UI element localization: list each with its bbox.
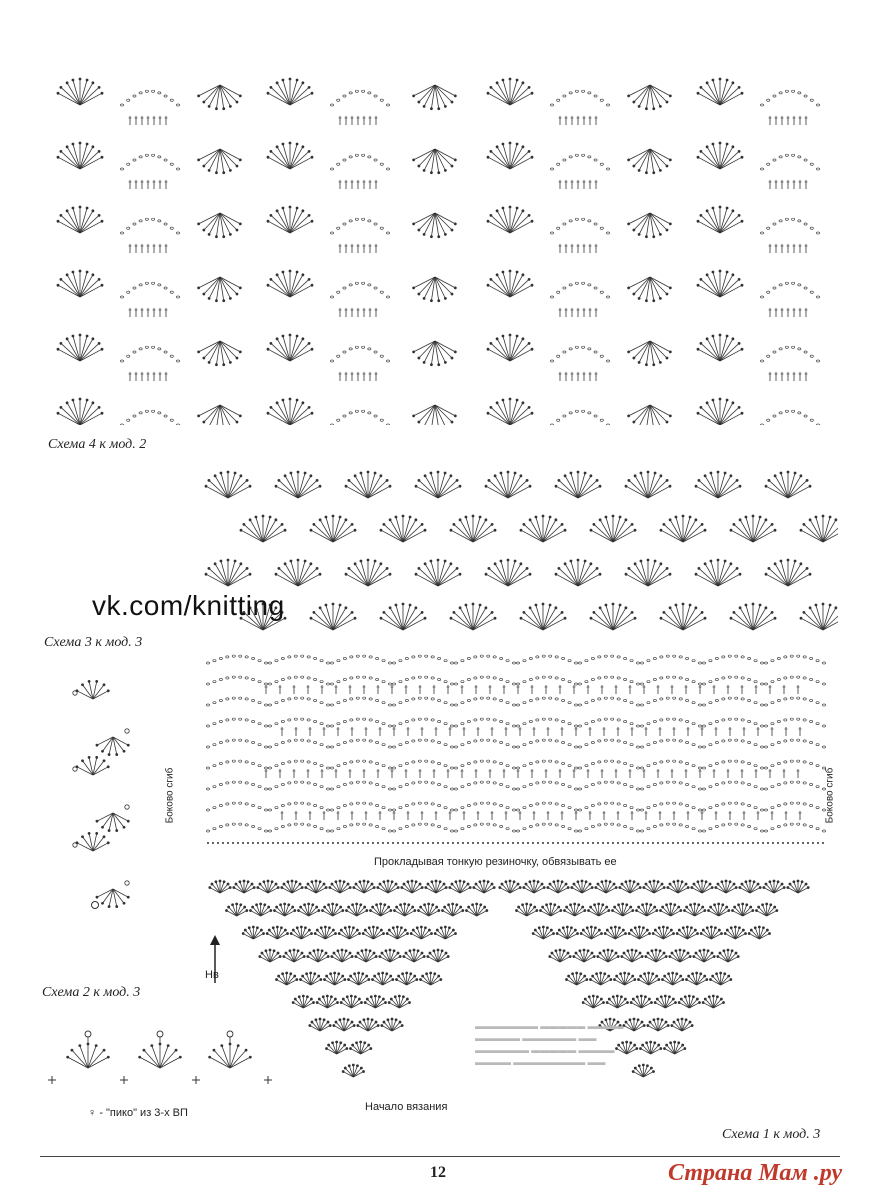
bleed-through-text: ▬▬▬▬▬▬▬ ▬▬▬▬▬ ▬▬▬▬ ▬▬▬▬▬ ▬▬▬▬▬▬ ▬▬ ▬▬▬▬▬▬ ▬▬▬▬▬ ▬▬▬▬ ▬▬▬▬ ▬▬▬▬▬▬▬▬ ▬▬ (475, 1021, 624, 1067)
site-brand: Страна Мам .ру (668, 1160, 843, 1186)
scheme2-caption: Схема 2 к мод. 3 (42, 985, 141, 1000)
side-fold-right-label: Боково сгиб (824, 767, 836, 824)
direction-label: Нв (205, 969, 219, 981)
start-label: Начало вязания (365, 1101, 448, 1113)
picot-legend (88, 1107, 188, 1119)
side-fold-left-label: Боково сгиб (164, 767, 176, 824)
scheme1-caption: Схема 1 к мод. 3 (722, 1127, 821, 1142)
scheme3-caption: Схема 3 к мод. 3 (44, 635, 143, 650)
footer-rule (40, 1156, 840, 1157)
watermark: vk.com/knitting (92, 590, 285, 621)
scheme3-edging-diagram (55, 665, 145, 920)
picot-icon: ♀ (88, 1107, 97, 1119)
scheme4-diagram (40, 55, 852, 425)
elastic-note: Прокладывая тонкую резиночку, обвязывать ее (374, 856, 617, 868)
scheme1-diagram (198, 865, 838, 1115)
page-number: 12 (430, 1164, 446, 1181)
scheme4-caption: Схема 4 к мод. 2 (48, 437, 147, 452)
scheme3-diagram (198, 458, 838, 853)
picot-legend-text: - "пико" из 3-х ВП (99, 1107, 188, 1119)
